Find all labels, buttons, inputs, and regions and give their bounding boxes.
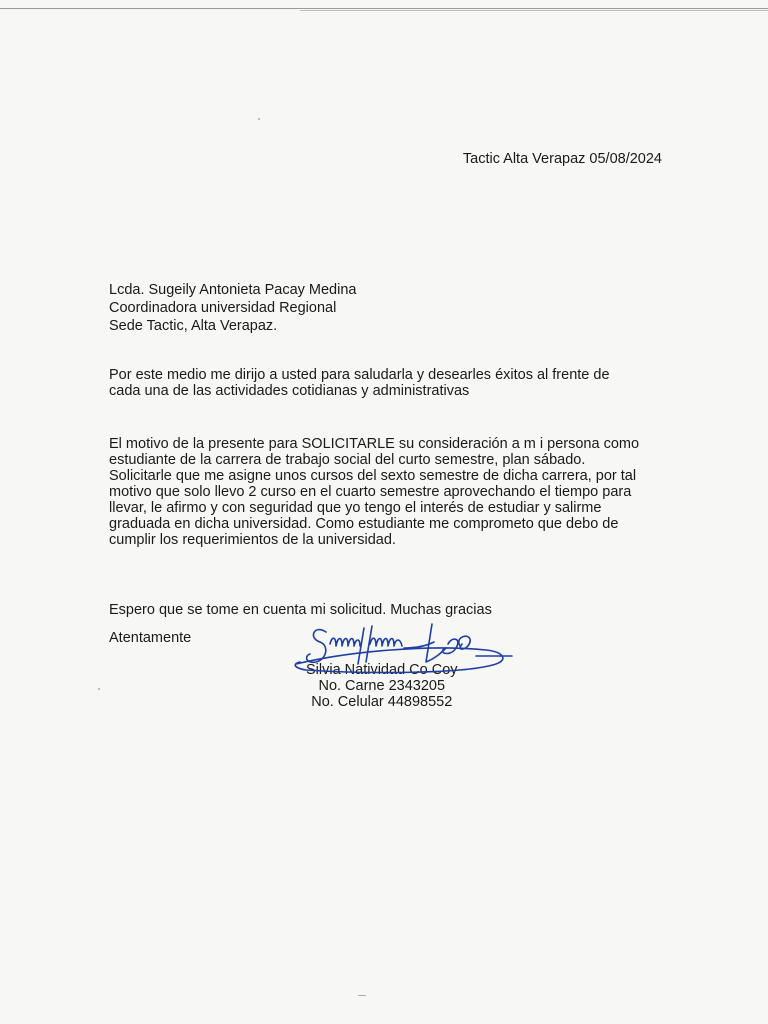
handwritten-signature — [286, 618, 516, 684]
recipient-name: Lcda. Sugeily Antonieta Pacay Medina — [109, 282, 357, 298]
request-line: cumplir los requerimientos de la universidad. — [109, 532, 396, 548]
recipient-title: Coordinadora universidad Regional — [109, 300, 337, 316]
request-line: El motivo de la presente para SOLICITARLE su consideración a m i persona como — [109, 436, 640, 452]
recipient-block — [109, 281, 356, 335]
greeting-line: cada una de las actividades cotidianas y administrativas — [109, 383, 470, 399]
scan-speck — [258, 118, 260, 120]
greeting-paragraph — [109, 367, 665, 399]
request-line: motivo que solo llevo 2 curso en el cuarto semestre aprovechando el tiempo para — [109, 484, 632, 500]
request-line: Solicitarle que me asigne unos cursos del sexto semestre de dicha carrera, por tal — [109, 468, 637, 484]
request-line: llevar, le afirmo y con seguridad que yo tengo el interés de estudiar y salirme — [109, 500, 602, 516]
signer-name: Silvia Natividad Co Coy — [306, 662, 458, 678]
scan-speck — [358, 995, 366, 996]
closing-line: Espero que se tome en cuenta mi solicitud. Muchas gracias — [109, 602, 492, 618]
greeting-line: Por este medio me dirijo a usted para saludarla y desearles éxitos al frente de — [109, 367, 610, 383]
date-line: Tactic Alta Verapaz 05/08/2024 — [462, 151, 662, 167]
sign-off: Atentamente — [109, 630, 192, 646]
signer-carne: No. Carne 2343205 — [318, 678, 446, 694]
request-paragraph — [109, 436, 665, 548]
recipient-location: Sede Tactic, Alta Verapaz. — [109, 318, 278, 334]
scan-edge-line — [0, 8, 768, 9]
request-line: estudiante de la carrera de trabajo social del curto semestre, plan sábado. — [109, 452, 586, 468]
scan-edge-line — [300, 10, 768, 11]
request-line: graduada en dicha universidad. Como estudiante me comprometo que debo de — [109, 516, 619, 532]
signer-celular: No. Celular 44898552 — [311, 694, 453, 710]
scan-speck — [98, 688, 100, 690]
